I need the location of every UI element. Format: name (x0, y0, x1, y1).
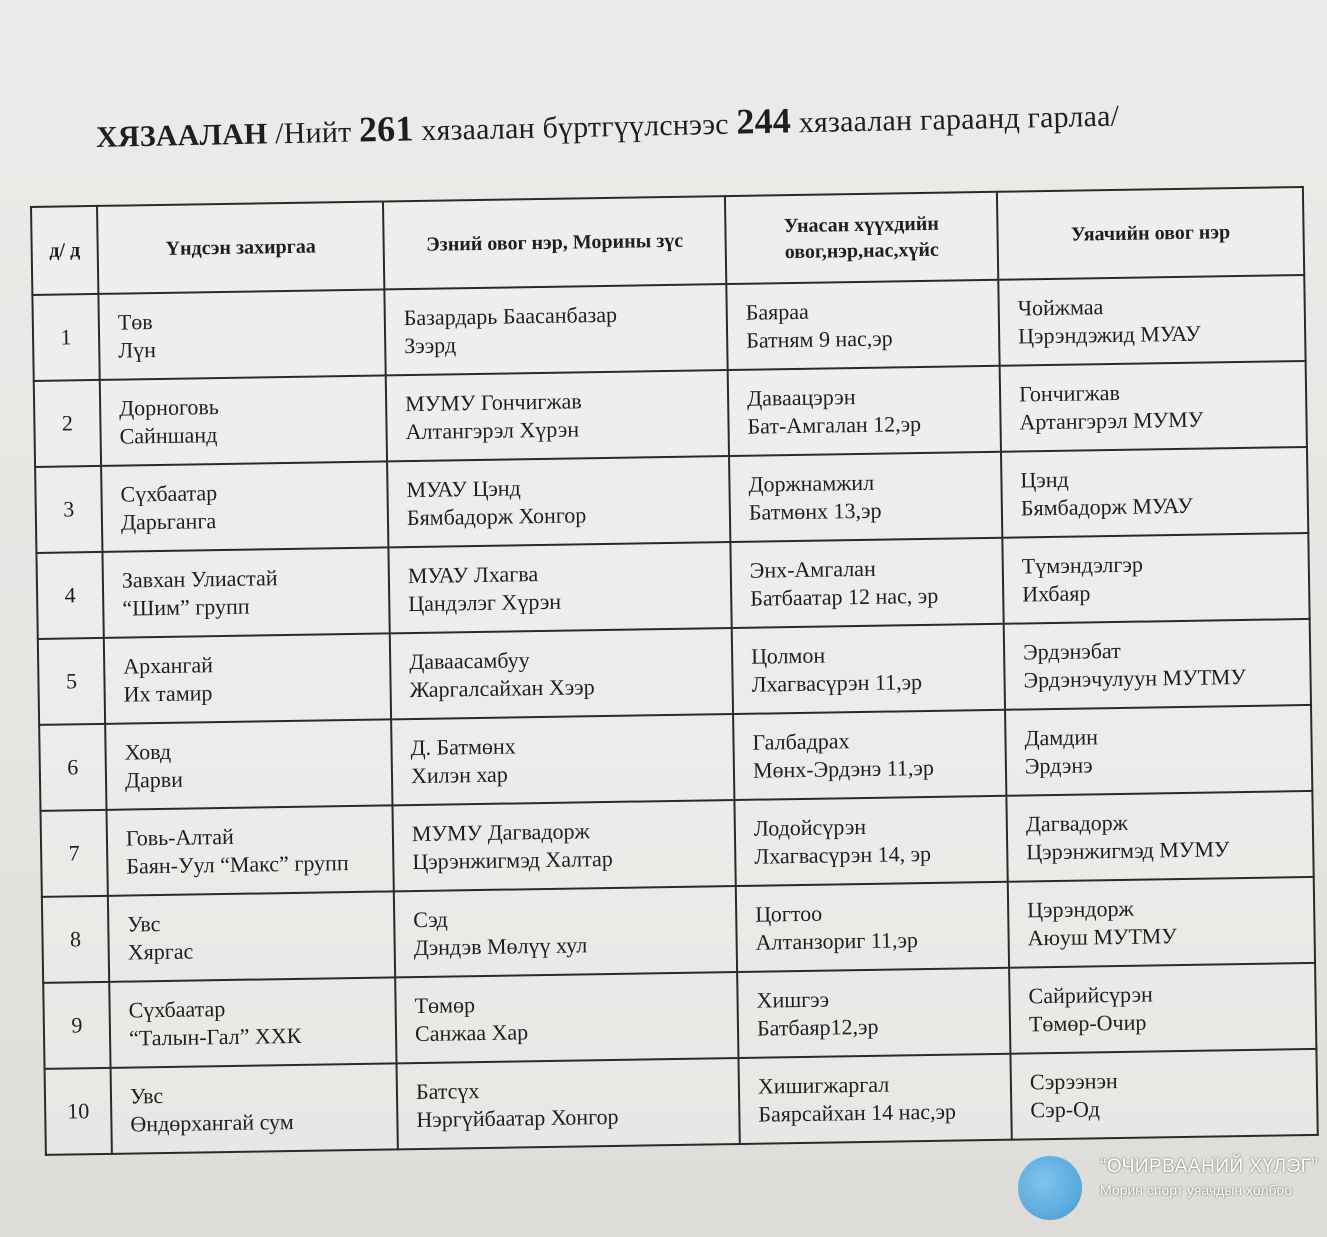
cell-trainer-line: Эрдэнэ (1024, 752, 1093, 779)
row-number: 7 (41, 810, 108, 897)
cell-region-line: Сүхбаатар (128, 996, 226, 1023)
cell-trainer-line: Сэрээнэн (1029, 1068, 1118, 1095)
heading-total-count: 261 (358, 108, 415, 150)
watermark-logo (1018, 1150, 1318, 1230)
cell-rider (734, 796, 1007, 886)
cell-rider (733, 710, 1006, 800)
heading-part1: /Нийт (267, 115, 360, 151)
cell-owner (390, 628, 733, 719)
row-number: 5 (38, 638, 105, 725)
cell-trainer (1005, 705, 1312, 796)
cell-trainer-line: Аюуш МУТМУ (1027, 923, 1177, 951)
header-num: д/ д (31, 206, 98, 295)
watermark-title: “ОЧИРВААНИЙ ХҮЛЭГ” (1100, 1156, 1319, 1177)
cell-owner-line: Базардарь Баасанбазар (403, 301, 618, 331)
cell-owner-line: Нэргүйбаатар Хонгор (416, 1103, 619, 1133)
cell-region-line: Дорноговь (118, 394, 220, 421)
cell-owner (388, 542, 731, 633)
cell-trainer (1008, 877, 1315, 968)
cell-region (105, 719, 392, 809)
cell-region-line: Дарьганга (120, 508, 217, 535)
row-number: 8 (42, 896, 109, 983)
cell-owner-line: Жаргалсайхан Хээр (409, 674, 595, 703)
cell-rider-line: Цолмон (750, 642, 826, 669)
cell-region-line: Завхан Улиастай (121, 565, 278, 593)
cell-rider-line: Алтанзориг 11,эр (755, 927, 919, 955)
row-number: 9 (43, 982, 110, 1069)
cell-region-line: Увс (127, 911, 161, 937)
heading-started-count: 244 (735, 100, 792, 142)
cell-rider (730, 538, 1003, 628)
header-region: Үндсэн захиргаа (97, 201, 384, 293)
cell-owner (394, 886, 737, 977)
heading-part2: хязаалан бүртгүүлснээс (413, 107, 737, 148)
cell-trainer-line: Чойжмаа (1017, 294, 1104, 321)
horse-emblem-icon (1018, 1156, 1082, 1220)
row-number: 6 (39, 724, 106, 811)
table-body (32, 275, 1317, 1155)
cell-owner-line: МУМУ Гончигжав (404, 388, 582, 417)
cell-trainer-line: Артангэрэл МУМУ (1019, 406, 1204, 435)
cell-owner-line: Батсүх (415, 1078, 480, 1105)
cell-rider (726, 280, 999, 370)
cell-rider-line: Хишигжаргал (757, 1071, 890, 1099)
cell-region (104, 633, 391, 723)
cell-region-line: Өндөрхангай сум (130, 1108, 294, 1137)
cell-region-line: Архангай (123, 652, 214, 679)
cell-trainer (1000, 361, 1307, 452)
cell-trainer-line: Цэнд (1020, 466, 1069, 493)
cell-region (109, 977, 396, 1067)
heading-part3: хязаалан гараанд гарлаа/ (790, 99, 1120, 140)
cell-owner-line: Бямбадорж Хонгор (406, 502, 587, 531)
cell-owner-line: МУАУ Цэнд (406, 475, 521, 503)
cell-rider (738, 1054, 1011, 1144)
cell-owner (395, 972, 738, 1063)
cell-region (100, 375, 387, 465)
cell-trainer-line: Төмөр-Очир (1028, 1009, 1147, 1037)
results-table (30, 186, 1319, 1156)
cell-trainer-line: Цэрэндэжид МУАУ (1017, 320, 1201, 349)
cell-rider-line: Баярсайхан 14 нас,эр (758, 1098, 957, 1127)
cell-rider-line: Баяраа (745, 298, 809, 325)
cell-region-line: “Шим” групп (122, 593, 250, 621)
cell-trainer-line: Ихбаяр (1022, 580, 1091, 607)
cell-rider-line: Цогтоо (755, 900, 823, 927)
cell-rider-line: Даваацэрэн (746, 384, 856, 411)
row-number: 4 (36, 552, 103, 639)
cell-region (106, 805, 393, 895)
cell-trainer-line: Эрдэнэбат (1022, 637, 1121, 665)
cell-trainer (1006, 791, 1313, 882)
cell-rider-line: Батмөнх 13,эр (748, 497, 882, 525)
cell-rider-line: Батбаяр12,эр (756, 1013, 879, 1041)
cell-region-line: “Талын-Гал” ХХК (128, 1022, 302, 1051)
cell-trainer (1004, 619, 1311, 710)
cell-trainer-line: Эрдэнэчулуун МУТМУ (1023, 663, 1247, 693)
cell-owner-line: Алтангэрэл Хүрэн (405, 416, 580, 445)
results-table-wrapper (30, 186, 1317, 1156)
cell-trainer (1002, 533, 1309, 624)
cell-owner (397, 1058, 740, 1149)
header-owner-horse: Эзний овог нэр, Морины зүс (383, 196, 726, 289)
cell-trainer-line: Гончигжав (1018, 379, 1121, 407)
cell-region (98, 289, 385, 379)
cell-trainer-line: Түмэндэлгэр (1021, 551, 1144, 579)
cell-trainer-line: Бямбадорж МУАУ (1020, 492, 1194, 521)
row-number: 1 (32, 294, 99, 381)
cell-region-line: Баян-Уул “Макс” групп (126, 850, 349, 879)
cell-rider (736, 882, 1009, 972)
cell-owner-line: Зээрд (404, 332, 457, 359)
cell-owner (387, 456, 730, 547)
cell-owner-line: Дэндэв Мөлүү хул (413, 932, 588, 961)
cell-trainer-line: Сайрийсүрэн (1028, 981, 1154, 1009)
row-number: 2 (34, 380, 101, 467)
cell-region-line: Увс (129, 1083, 164, 1109)
cell-region-line: Төв (117, 309, 153, 335)
cell-rider-line: Лхагвасүрэн 14, эр (754, 840, 932, 869)
cell-trainer (998, 275, 1305, 366)
cell-owner-line: Д. Батмөнх (410, 733, 516, 761)
cell-rider (729, 452, 1002, 542)
cell-trainer (1001, 447, 1308, 538)
document-heading (96, 91, 1297, 157)
cell-owner-line: МУАУ Лхагва (407, 561, 539, 589)
cell-owner-line: Даваасамбуу (409, 647, 530, 675)
cell-owner-line: Цэрэнжигмэд Халтар (412, 845, 613, 875)
cell-owner (391, 714, 734, 805)
cell-rider-line: Хишгээ (756, 986, 830, 1013)
cell-region-line: Сайншанд (119, 422, 218, 449)
cell-region-line: Лүн (118, 337, 157, 363)
cell-rider-line: Лхагвасүрэн 11,эр (751, 669, 923, 697)
cell-rider-line: Лодойсүрэн (753, 813, 867, 841)
cell-owner (392, 800, 735, 891)
cell-trainer-line: Цэрэнжигмэд МУМУ (1026, 836, 1230, 865)
row-number: 10 (45, 1068, 112, 1155)
cell-trainer-line: Сэр-Од (1030, 1096, 1101, 1123)
cell-rider-line: Бат-Амгалан 12,эр (747, 411, 922, 439)
cell-rider-line: Мөнх-Эрдэнэ 11,эр (752, 754, 935, 783)
cell-trainer (1009, 963, 1316, 1054)
cell-region (111, 1063, 398, 1153)
cell-owner (386, 370, 729, 461)
cell-rider-line: Доржнамжил (748, 469, 875, 497)
cell-rider (732, 624, 1005, 714)
cell-owner-line: Хилэн хар (410, 761, 509, 789)
cell-rider-line: Галбадрах (752, 728, 850, 755)
cell-region (102, 547, 389, 637)
cell-owner-line: Төмөр (414, 992, 476, 1019)
row-number: 3 (35, 466, 102, 553)
header-trainer: Уяачийн овог нэр (997, 187, 1304, 280)
cell-trainer-line: Дагвадорж (1025, 809, 1129, 837)
cell-rider (728, 366, 1001, 456)
cell-rider-line: Энх-Амгалан (749, 555, 876, 583)
cell-region-line: Ховд (124, 738, 172, 765)
cell-region-line: Дарви (124, 766, 184, 793)
cell-region (101, 461, 388, 551)
cell-region-line: Хяргас (127, 938, 194, 965)
cell-rider (737, 968, 1010, 1058)
watermark-subtitle: Морин спорт уяачдын холбоо (1100, 1182, 1293, 1198)
cell-owner-line: МУМУ Дагвадорж (411, 818, 590, 847)
cell-region (108, 891, 395, 981)
cell-rider-line: Батбаатар 12 нас, эр (750, 582, 939, 611)
header-rider: Унасан хүүхдийн овог,нэр,нас,хүйс (725, 192, 998, 284)
cell-trainer-line: Цэрэндорж (1026, 895, 1134, 923)
cell-trainer-line: Дамдин (1024, 724, 1099, 751)
cell-owner-line: Санжаа Хар (414, 1019, 529, 1047)
cell-region-line: Сүхбаатар (120, 480, 218, 507)
cell-trainer (1010, 1049, 1317, 1140)
cell-owner-line: Цандэлэг Хүрэн (408, 588, 562, 617)
cell-owner-line: Сэд (413, 906, 448, 933)
cell-region-line: Говь-Алтай (125, 823, 234, 851)
cell-rider-line: Батням 9 нас,эр (746, 325, 893, 353)
cell-region-line: Их тамир (123, 680, 213, 707)
cell-owner (384, 284, 727, 375)
heading-prefix: ХЯЗААЛАН (95, 117, 268, 154)
